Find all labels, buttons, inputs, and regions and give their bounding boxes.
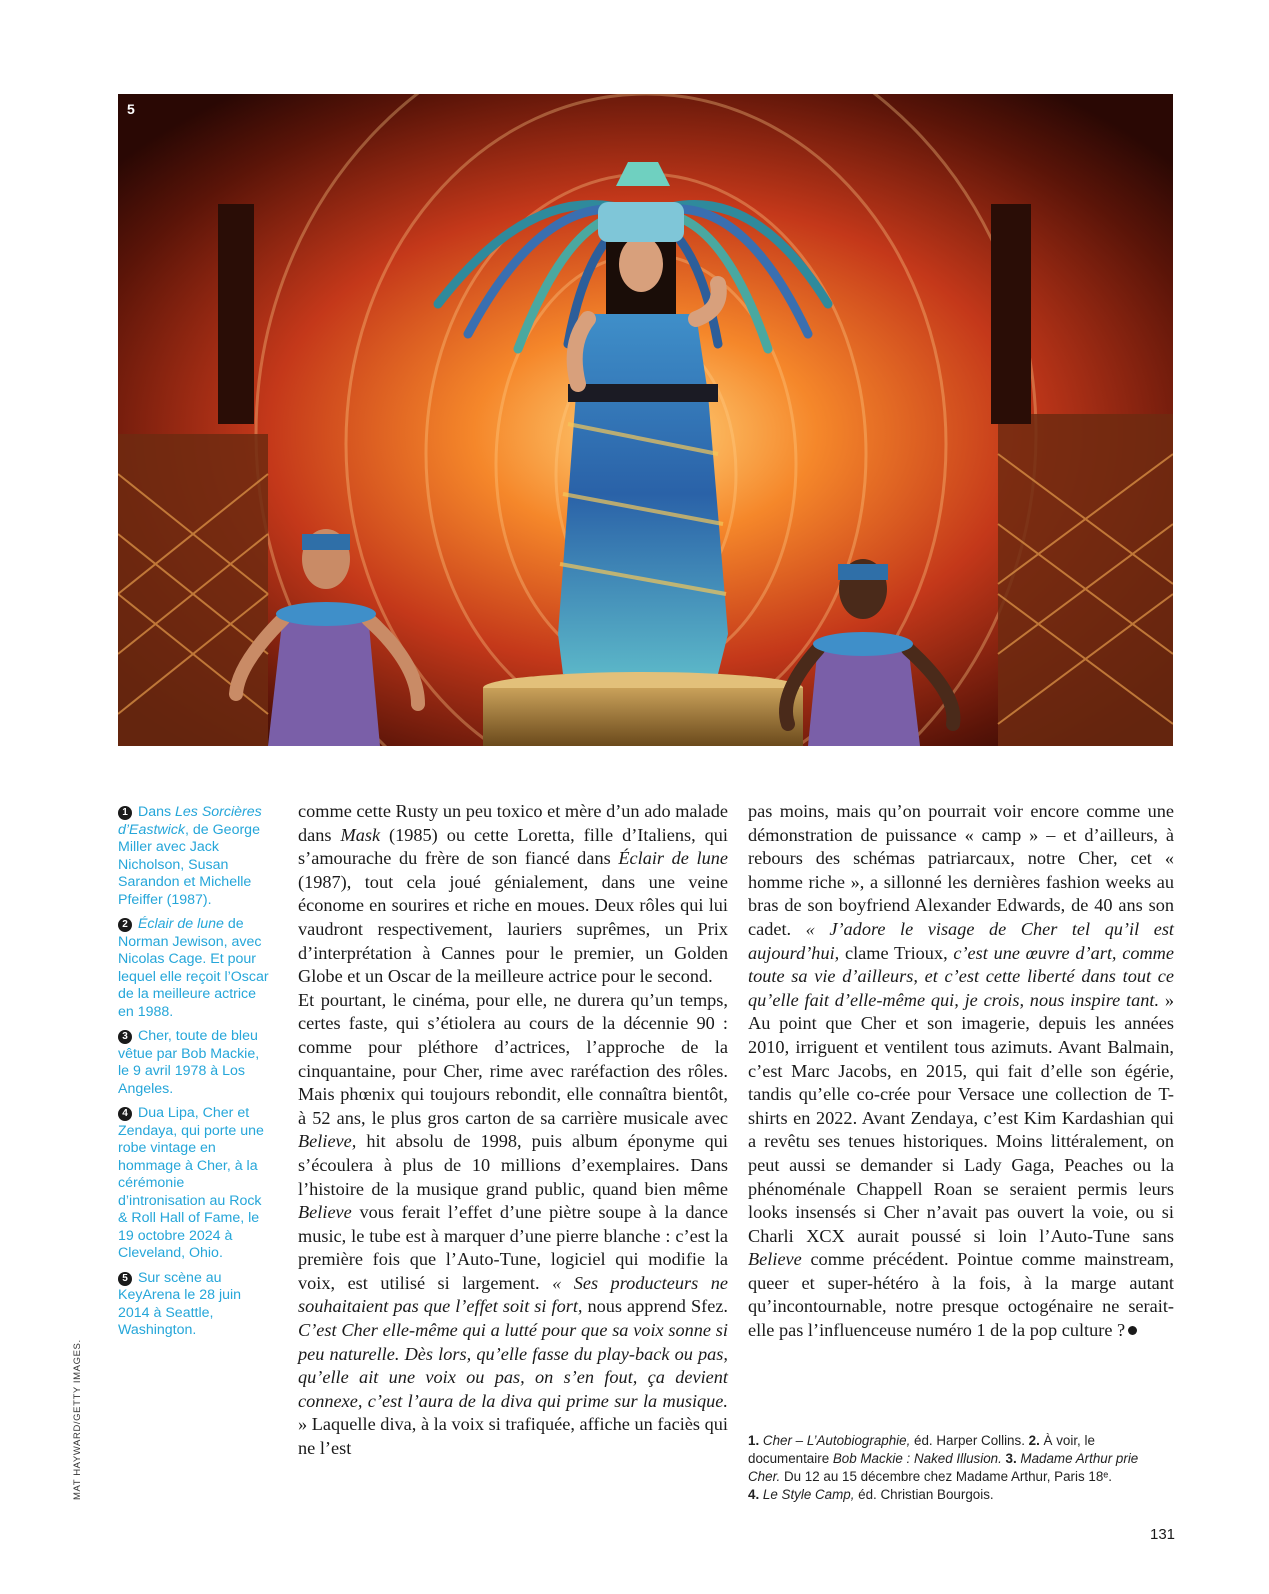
caption-1: 1 Dans Les Sorcières d’Eastwick, de George Miller avec Jack Nicholson, Susan Sarandon et Michelle Pfeiffer (1987). [118, 804, 262, 908]
caption-5: 5 Sur scène au KeyArena le 28 juin 2014 à Seattle, Washington. [118, 1269, 242, 1338]
caption-3: 3 Cher, toute de bleu vêtue par Bob Mackie, le 9 avril 1978 à Los Angeles. [118, 1028, 260, 1097]
caption-number: 4 [118, 1107, 132, 1121]
caption-number: 3 [118, 1030, 132, 1044]
footnotes: 1. Cher – L’Autobiographie, éd. Harper Collins. 2. À voir, le documentaire Bob Mackie : Naked Illusion. 3. Madame Arthur prie Cher. Du 12 au 15 décembre chez Madame Arthur, Paris 18ᵉ. 4. Le Style Camp, éd. Christian Bourgois. [748, 1433, 1139, 1502]
article-column-1 [298, 800, 728, 1461]
photo-captions [118, 804, 270, 1347]
page-number: 131 [1150, 1526, 1176, 1543]
caption-number: 2 [118, 918, 132, 932]
caption-number: 5 [118, 1272, 132, 1286]
end-of-article-icon [1128, 1326, 1137, 1335]
paragraph: comme cette Rusty un peu toxico et mère d’un ado malade dans Mask (1985) ou cette Loretta, fille d’Italiens, qui s’amourache du frère de son fiancé dans Éclair de lune (1987), tout cela joué génialement, dans une veine économe en sourires et riche en moues. Deux rôles qui lui vaudront respectivement, lauriers suprêmes, un Prix d’interprétation à Cannes pour le premier, un Golden Globe et un Oscar de la meilleure actrice pour le second. [298, 801, 728, 987]
paragraph: pas moins, mais qu’on pourrait voir encore comme une démonstration de puissance « camp » – et d’ailleurs, à rebours des schémas patriarcaux, notre Cher, cet « homme riche », a sillonné les dernières fashion weeks au bras de son boyfriend Alexander Edwards, de 40 ans son cadet. « J’adore le visage de Cher tel qu’il est aujourd’hui, clame Trioux, c’est une œuvre d’art, comme toute sa vie d’ailleurs, et c’est cette liberté dans tout ce qu’elle fait d’elle-même qui, je crois, nous inspire tant. » Au point que Cher et son imagerie, depuis les années 2010, irriguent et ventilent tous azimuts. Avant Balmain, c’est Marc Jacobs, en 2015, qui fait d’elle son égérie, tandis qu’elle co-crée pour Versace une collection de T-shirts en 2022. Avant Zendaya, c’est Kim Kardashian qui a revêtu ses tenues historiques. Moins littéralement, on peut aussi se demander si Lady Gaga, Peaches ou la phénoménale Chappell Roan se seraient permis leurs looks insensés si Cher n’avait pas ouvert la voie, ou si Charli XCX aurait poussé si loin l’Auto-Tune sans Believe comme précédent. Pointue comme mainstream, queer et super-hétéro à la fois, à la marge autant qu’incontournable, notre presque octogénaire ne serait-elle pas l’influenceuse numéro 1 de la pop culture ? [748, 801, 1175, 1341]
caption-number: 1 [118, 806, 132, 820]
photo-credit: MAT HAYWARD/GETTY IMAGES. [72, 1339, 83, 1500]
stage-photo-illustration [118, 94, 1173, 746]
stage-photo [118, 94, 1173, 746]
caption-2: 2 Éclair de lune de Norman Jewison, avec Nicolas Cage. Et pour lequel elle reçoit l’Oscar de la meilleure actrice en 1988. [118, 916, 269, 1020]
photo-number: 5 [127, 101, 135, 117]
caption-4: 4 Dua Lipa, Cher et Zendaya, qui porte une robe vintage en hommage à Cher, à la cérémonie d’intronisation au Rock & Roll Hall of Fame, le 19 octobre 2024 à Cleveland, Ohio. [118, 1105, 264, 1261]
paragraph: Et pourtant, le cinéma, pour elle, ne durera qu’un temps, certes faste, qui s’étiolera au cours de la décennie 90 : comme pour pléthore d’actrices, l’approche de la cinquantaine, pour Cher, rime avec raréfaction des rôles. Mais phœnix qui toujours rebondit, elle connaîtra bientôt, à 52 ans, le plus gros carton de sa carrière musicale avec Believe, hit absolu de 1998, puis album éponyme qui s’écoulera à plus de 10 millions d’exemplaires. Dans l’histoire de la musique grand public, quand bien même Believe vous ferait l’effet d’une piètre soupe à la dance music, le tube est à marquer d’une pierre blanche : c’est la première fois que l’Auto-Tune, logiciel qui modifie la voix, est utilisé si largement. « Ses producteurs ne souhaitaient pas que l’effet soit si fort, nous apprend Sfez. C’est Cher elle-même qui a lutté pour que sa voix sonne si peu naturelle. Dès lors, qu’elle fasse du play-back ou pas, qu’elle ait une voix ou pas, on s’en fout, ça devient connexe, c’est l’aura de la diva qui prime sur la musique. » Laquelle diva, à la voix si trafiquée, affiche un faciès qui ne l’est [298, 989, 728, 1459]
article-column-2 [748, 800, 1174, 1343]
